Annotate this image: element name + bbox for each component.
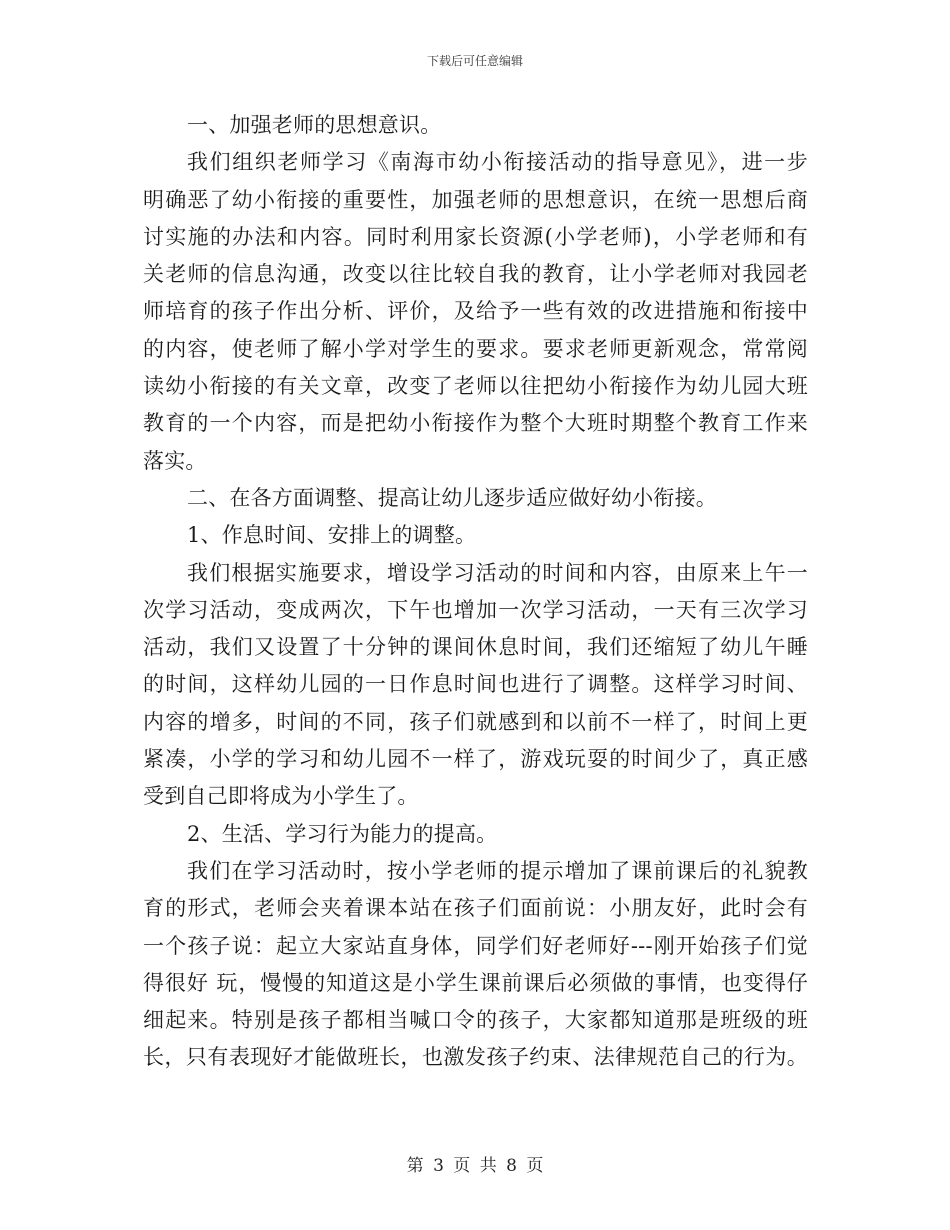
paragraph-line: 长，只有表现好才能做班长，也激发孩子约束、法律规范自己的行为。 <box>143 1045 808 1070</box>
paragraph-line: 明确恶了幼小衔接的重要性，加强老师的思想意识，在统一思想后商 <box>143 187 808 212</box>
paragraph-line: 的时间，这样幼儿园的一日作息时间也进行了调整。这样学习时间、 <box>143 672 808 697</box>
paragraph-line: 关老师的信息沟通，改变以往比较自我的教育，让小学老师对我园老 <box>143 262 808 287</box>
paragraph-line: 我们组织老师学习《南海市幼小衔接活动的指导意见》，进一步 <box>187 150 808 175</box>
paragraph-line: 师培育的孩子作出分析、评价，及给予一些有效的改进措施和衔接中 <box>143 299 808 324</box>
paragraph-line: 育的形式，老师会夹着课本站在孩子们面前说：小朋友好，此时会有 <box>143 896 808 921</box>
page-footer: 第 3 页 共 8 页 <box>406 1156 544 1176</box>
heading-section-1: 一、加强老师的思想意识。 <box>187 113 442 137</box>
paragraph-line: 我们在学习活动时，按小学老师的提示增加了课前课后的礼貌教 <box>187 858 808 883</box>
document-body <box>143 107 808 1077</box>
paragraph-line: 受到自己即将成为小学生了。 <box>143 784 419 809</box>
page-header: 下载后可任意编辑 <box>426 54 523 68</box>
paragraph-line: 活动，我们又设置了十分钟的课间休息时间，我们还缩短了幼儿午睡 <box>143 635 808 660</box>
paragraph-line: 内容的增多，时间的不同，孩子们就感到和以前不一样了，时间上更 <box>143 709 808 734</box>
paragraph-line: 讨实施的办法和内容。同时利用家长资源(小学老师)，小学老师和有 <box>143 224 808 249</box>
paragraph-line: 紧凑，小学的学习和幼儿园不一样了，游戏玩耍的时间少了，真正感 <box>143 747 808 772</box>
subheading-2: 2、生活、学习行为能力的提高。 <box>187 821 498 846</box>
paragraph-line: 细起来。特别是孩子都相当喊口令的孩子，大家都知道那是班级的班 <box>143 1008 808 1033</box>
paragraph-line: 次学习活动，变成两次，下午也增加一次学习活动，一天有三次学习 <box>143 597 808 622</box>
paragraph-line: 我们根据实施要求，增设学习活动的时间和内容，由原来上午一 <box>187 560 808 585</box>
paragraph-line: 教育的一个内容，而是把幼小衔接作为整个大班时期整个教育工作来 <box>143 411 808 436</box>
paragraph-line: 得很好 玩，慢慢的知道这是小学生课前课后必须做的事情，也变得仔 <box>143 970 808 995</box>
heading-section-2: 二、在各方面调整、提高让幼儿逐步适应做好幼小衔接。 <box>187 485 717 510</box>
paragraph-line: 读幼小衔接的有关文章，改变了老师以往把幼小衔接作为幼儿园大班 <box>143 374 808 399</box>
paragraph-line: 一个孩子说：起立大家站直身体，同学们好老师好---刚开始孩子们觉 <box>143 933 808 958</box>
subheading-1: 1、作息时间、安排上的调整。 <box>187 523 477 548</box>
paragraph-line: 的内容，使老师了解小学对学生的要求。要求老师更新观念，常常阅 <box>143 336 808 361</box>
paragraph-line: 落实。 <box>143 448 207 473</box>
